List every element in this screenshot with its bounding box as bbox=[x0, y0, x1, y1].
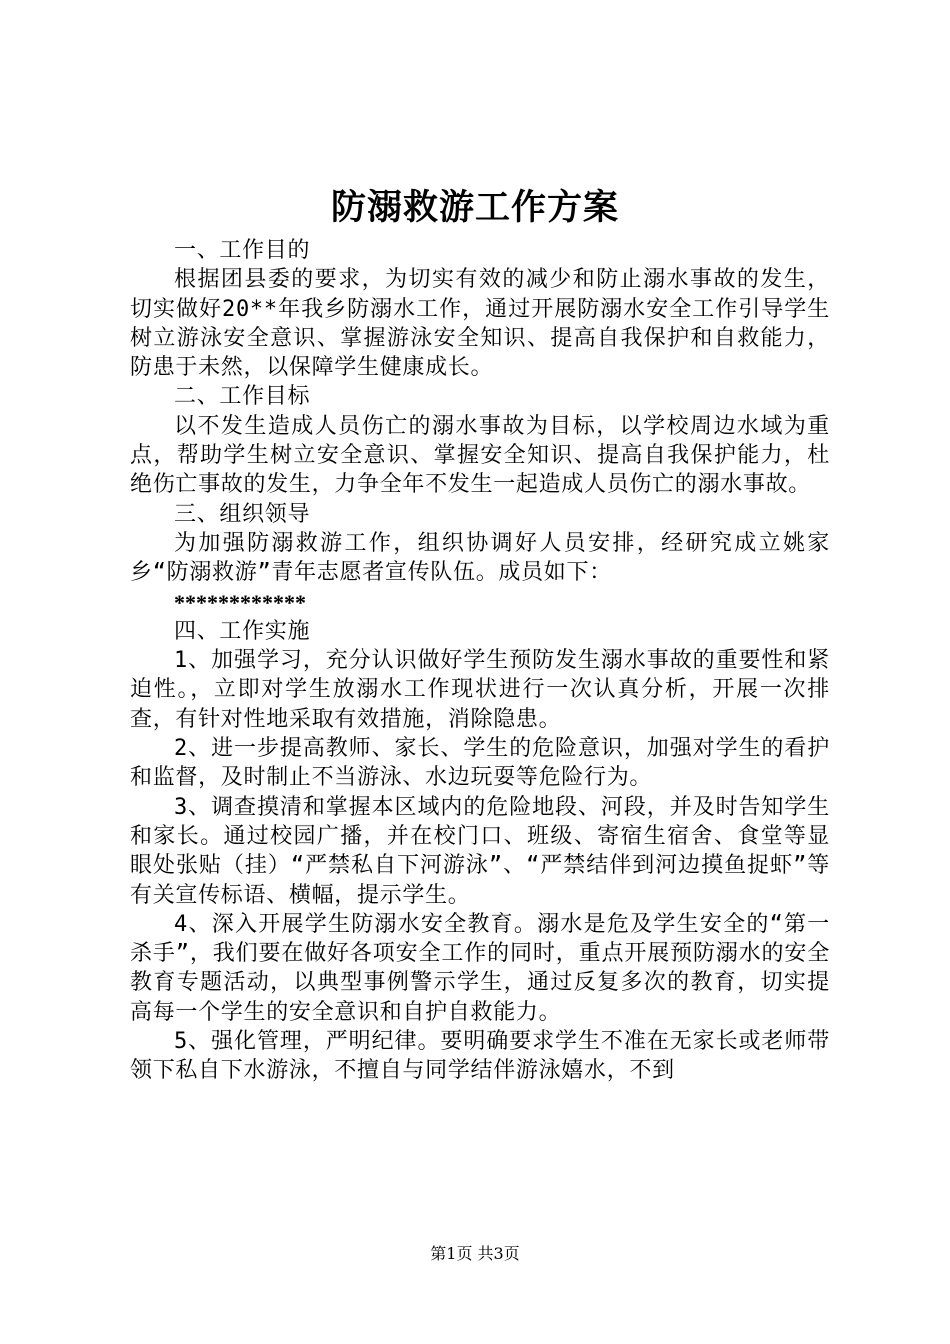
section-heading: 三、组织领导 bbox=[174, 501, 311, 527]
paragraph: 为加强防溺救游工作，组织协调好人员安排，经研究成立姚家乡“防溺救游”青年志愿者宣传队伍。成员如下： bbox=[130, 530, 830, 586]
document-title: 防溺救游工作方案 bbox=[330, 187, 619, 228]
members-placeholder: ************ bbox=[174, 589, 306, 615]
paragraph: 根据团县委的要求，为切实有效的减少和防止溺水事故的发生，切实做好20**年我乡防溺水工作，通过开展防溺水安全工作引导学生树立游泳安全意识、掌握游泳安全知识、提高自我保护和自救能力，防患于未然，以保障学生健康成长。 bbox=[130, 267, 830, 381]
document-body bbox=[130, 236, 830, 1086]
section-heading: 四、工作实施 bbox=[174, 618, 311, 644]
paragraph: 3、调查摸清和掌握本区域内的危险地段、河段，并及时告知学生和家长。通过校园广播，并在校门口、班级、寄宿生宿舍、食堂等显眼处张贴（挂）“严禁私自下河游泳”、“严禁结伴到河边摸鱼捉虾”等有关宣传标语、横幅，提示学生。 bbox=[130, 794, 830, 908]
paragraph: 以不发生造成人员伤亡的溺水事故为目标，以学校周边水域为重点，帮助学生树立安全意识、掌握安全知识、提高自我保护能力，杜绝伤亡事故的发生，力争全年不发生一起造成人员伤亡的溺水事故。 bbox=[130, 413, 830, 498]
paragraph: 1、加强学习，充分认识做好学生预防发生溺水事故的重要性和紧迫性。，立即对学生放溺水工作现状进行一次认真分析，开展一次排查，有针对性地采取有效措施，消除隐患。 bbox=[130, 648, 830, 732]
paragraph: 5、强化管理，严明纪律。要明确要求学生不准在无家长或老师带领下私自下水游泳，不擅自与同学结伴游泳嬉水，不到 bbox=[130, 1029, 830, 1084]
paragraph: 4、深入开展学生防溺水安全教育。溺水是危及学生安全的“第一杀手”，我们要在做好各项安全工作的同时，重点开展预防溺水的安全教育专题活动，以典型事例警示学生，通过反复多次的教育，切实提高每一个学生的安全意识和自护自救能力。 bbox=[130, 911, 830, 1025]
section-heading: 二、工作目标 bbox=[174, 384, 311, 410]
page-number-footer: 第1页 共3页 bbox=[430, 1244, 520, 1263]
paragraph: 2、进一步提高教师、家长、学生的危险意识，加强对学生的看护和监督，及时制止不当游泳、水边玩耍等危险行为。 bbox=[130, 736, 830, 791]
section-heading: 一、工作目的 bbox=[174, 238, 311, 263]
